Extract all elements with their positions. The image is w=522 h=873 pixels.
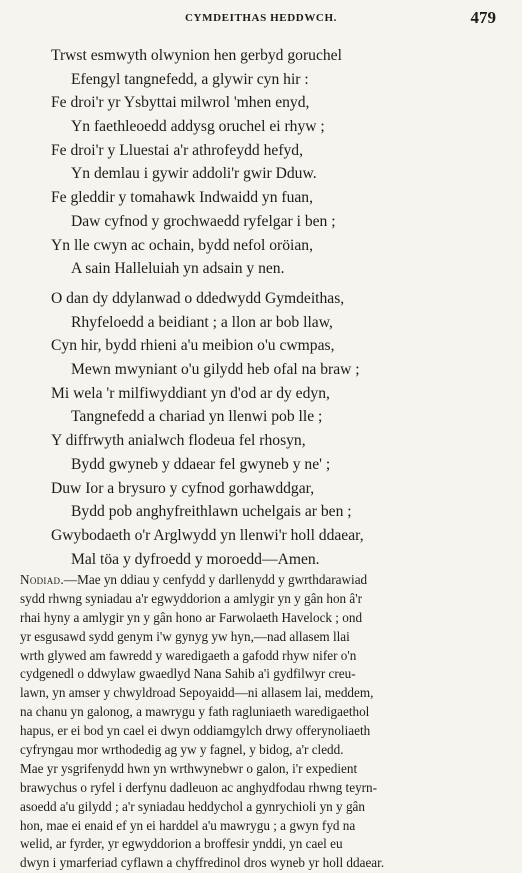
note-line: lawn, yn amser y chwyldroad Sepoyaidd—ni allasem lai, meddem,	[20, 685, 374, 701]
verse-line: Bydd pob anghyfreithlawn uchelgais ar ben ;	[71, 503, 352, 521]
note-line: asoedd a'u gilydd ; a'r syniadau heddychol a gynrychioli yn y gân	[20, 798, 365, 814]
note-line: na chanu yn galonog, a mawrygu y fath ragluniaeth waredigaethol	[20, 704, 370, 720]
verse-line: Cyn hir, bydd rhieni a'u meibion o'u cwmpas,	[51, 337, 335, 355]
verse-line: Daw cyfnod y grochwaedd ryfelgar i ben ;	[71, 212, 336, 230]
note-line: sydd rhwng syniadau a'r egwyddorion a amlygir yn y gân hon â'r	[20, 590, 363, 606]
verse-line: Bydd gwyneb y ddaear fel gwyneb y ne' ;	[71, 455, 331, 473]
stanza-1	[0, 44, 522, 281]
verse-line: Fe droi'r y Lluestai a'r athrofeydd hefyd,	[51, 141, 304, 159]
note-line: brawychus o ryfel i derfynu dadleuon ac anghydfodau rhwng teyrn-	[20, 779, 378, 795]
footnote	[20, 571, 498, 873]
note-line: cyfryngau mor wrthodedig ag yw y fagnel, y bidog, a'r cledd.	[20, 742, 344, 758]
verse-line: Yn faethleoedd addysg oruchel ei rhyw ;	[71, 118, 325, 136]
note-line: Mae yr ysgrifenydd hwn yn wrthwynebwr o galon, i'r expedient	[20, 760, 358, 776]
note-line: yr esgusawd sydd genym i'w gynyg yw hyn,—nad allasem llai	[20, 628, 350, 644]
running-title: CYMDEITHAS HEDDWCH.	[185, 12, 337, 24]
note-line	[20, 571, 498, 590]
verse-line: Yn lle cwyn ac ochain, bydd nefol oröian,	[51, 236, 313, 254]
note-label: Nodiad.	[20, 572, 64, 587]
page-number: 479	[470, 8, 496, 27]
verse-line: Mi wela 'r milfiwyddiant yn d'od ar dy edyn,	[51, 384, 330, 402]
stanza-2	[0, 287, 522, 571]
note-line: hon, mae ei enaid ef yn ei harddel a'u mawrygu ; a gwyn fyd na	[20, 817, 356, 833]
verse-line: Mal töa y dyfroedd y moroedd—Amen.	[71, 550, 320, 568]
verse-line: Mewn mwyniant o'u gilydd heb ofal na braw ;	[71, 361, 360, 379]
verse-line: Rhyfeloedd a beidiant ; a llon ar bob llaw,	[71, 313, 333, 331]
page-header	[0, 8, 522, 28]
verse-line: O dan dy ddylanwad o ddedwydd Gymdeithas,	[51, 290, 345, 307]
note-line: cydgenedl o ddwylaw gwaedlyd Nana Sahib a'i gydfilwyr creu-	[20, 666, 356, 682]
verse-line: Fe droi'r yr Ysbyttai milwrol 'mhen enyd,	[51, 94, 310, 112]
verse-line: Trwst esmwyth olwynion hen gerbyd goruchel	[51, 47, 342, 64]
note-line: rhai hyny a amlygir yn y gân hono ar Farwolaeth Havelock ; ond	[20, 609, 363, 625]
note-line: welid, ar fyrder, yr egwyddorion a broffesir ynddi, yn cael eu	[20, 836, 343, 852]
verse-line: Fe gleddir y tomahawk Indwaidd yn fuan,	[51, 189, 314, 207]
note-line: dwyn i ymarferiad cyflawn a chyffredinol dros wyneb yr holl ddaear.	[20, 855, 385, 871]
note-text: —Mae yn ddiau y cenfydd y darllenydd y gwrthdarawiad	[63, 572, 368, 587]
note-line: hapus, er ei bod yn cael ei dwyn oddiamgylch drwy offerynoliaeth	[20, 723, 371, 739]
verse-line: Y diffrwyth anialwch flodeua fel rhosyn,	[51, 432, 306, 450]
verse-line: Tangnefedd a chariad yn llenwi pob lle ;	[71, 408, 323, 426]
verse-line: Duw Ior a brysuro y cyfnod gorhawddgar,	[51, 479, 315, 497]
verse-line: Efengyl tangnefedd, a glywir cyn hir :	[71, 70, 309, 88]
verse-line: Yn demlau i gywir addoli'r gwir Dduw.	[71, 165, 317, 183]
verse-line: Gwybodaeth o'r Arglwydd yn llenwi'r holl ddaear,	[51, 526, 364, 544]
note-line: wrth glywed am fawredd y waredigaeth a gafodd rhyw nifer o'n	[20, 647, 357, 663]
verse-line: A sain Halleluiah yn adsain y nen.	[71, 260, 285, 278]
